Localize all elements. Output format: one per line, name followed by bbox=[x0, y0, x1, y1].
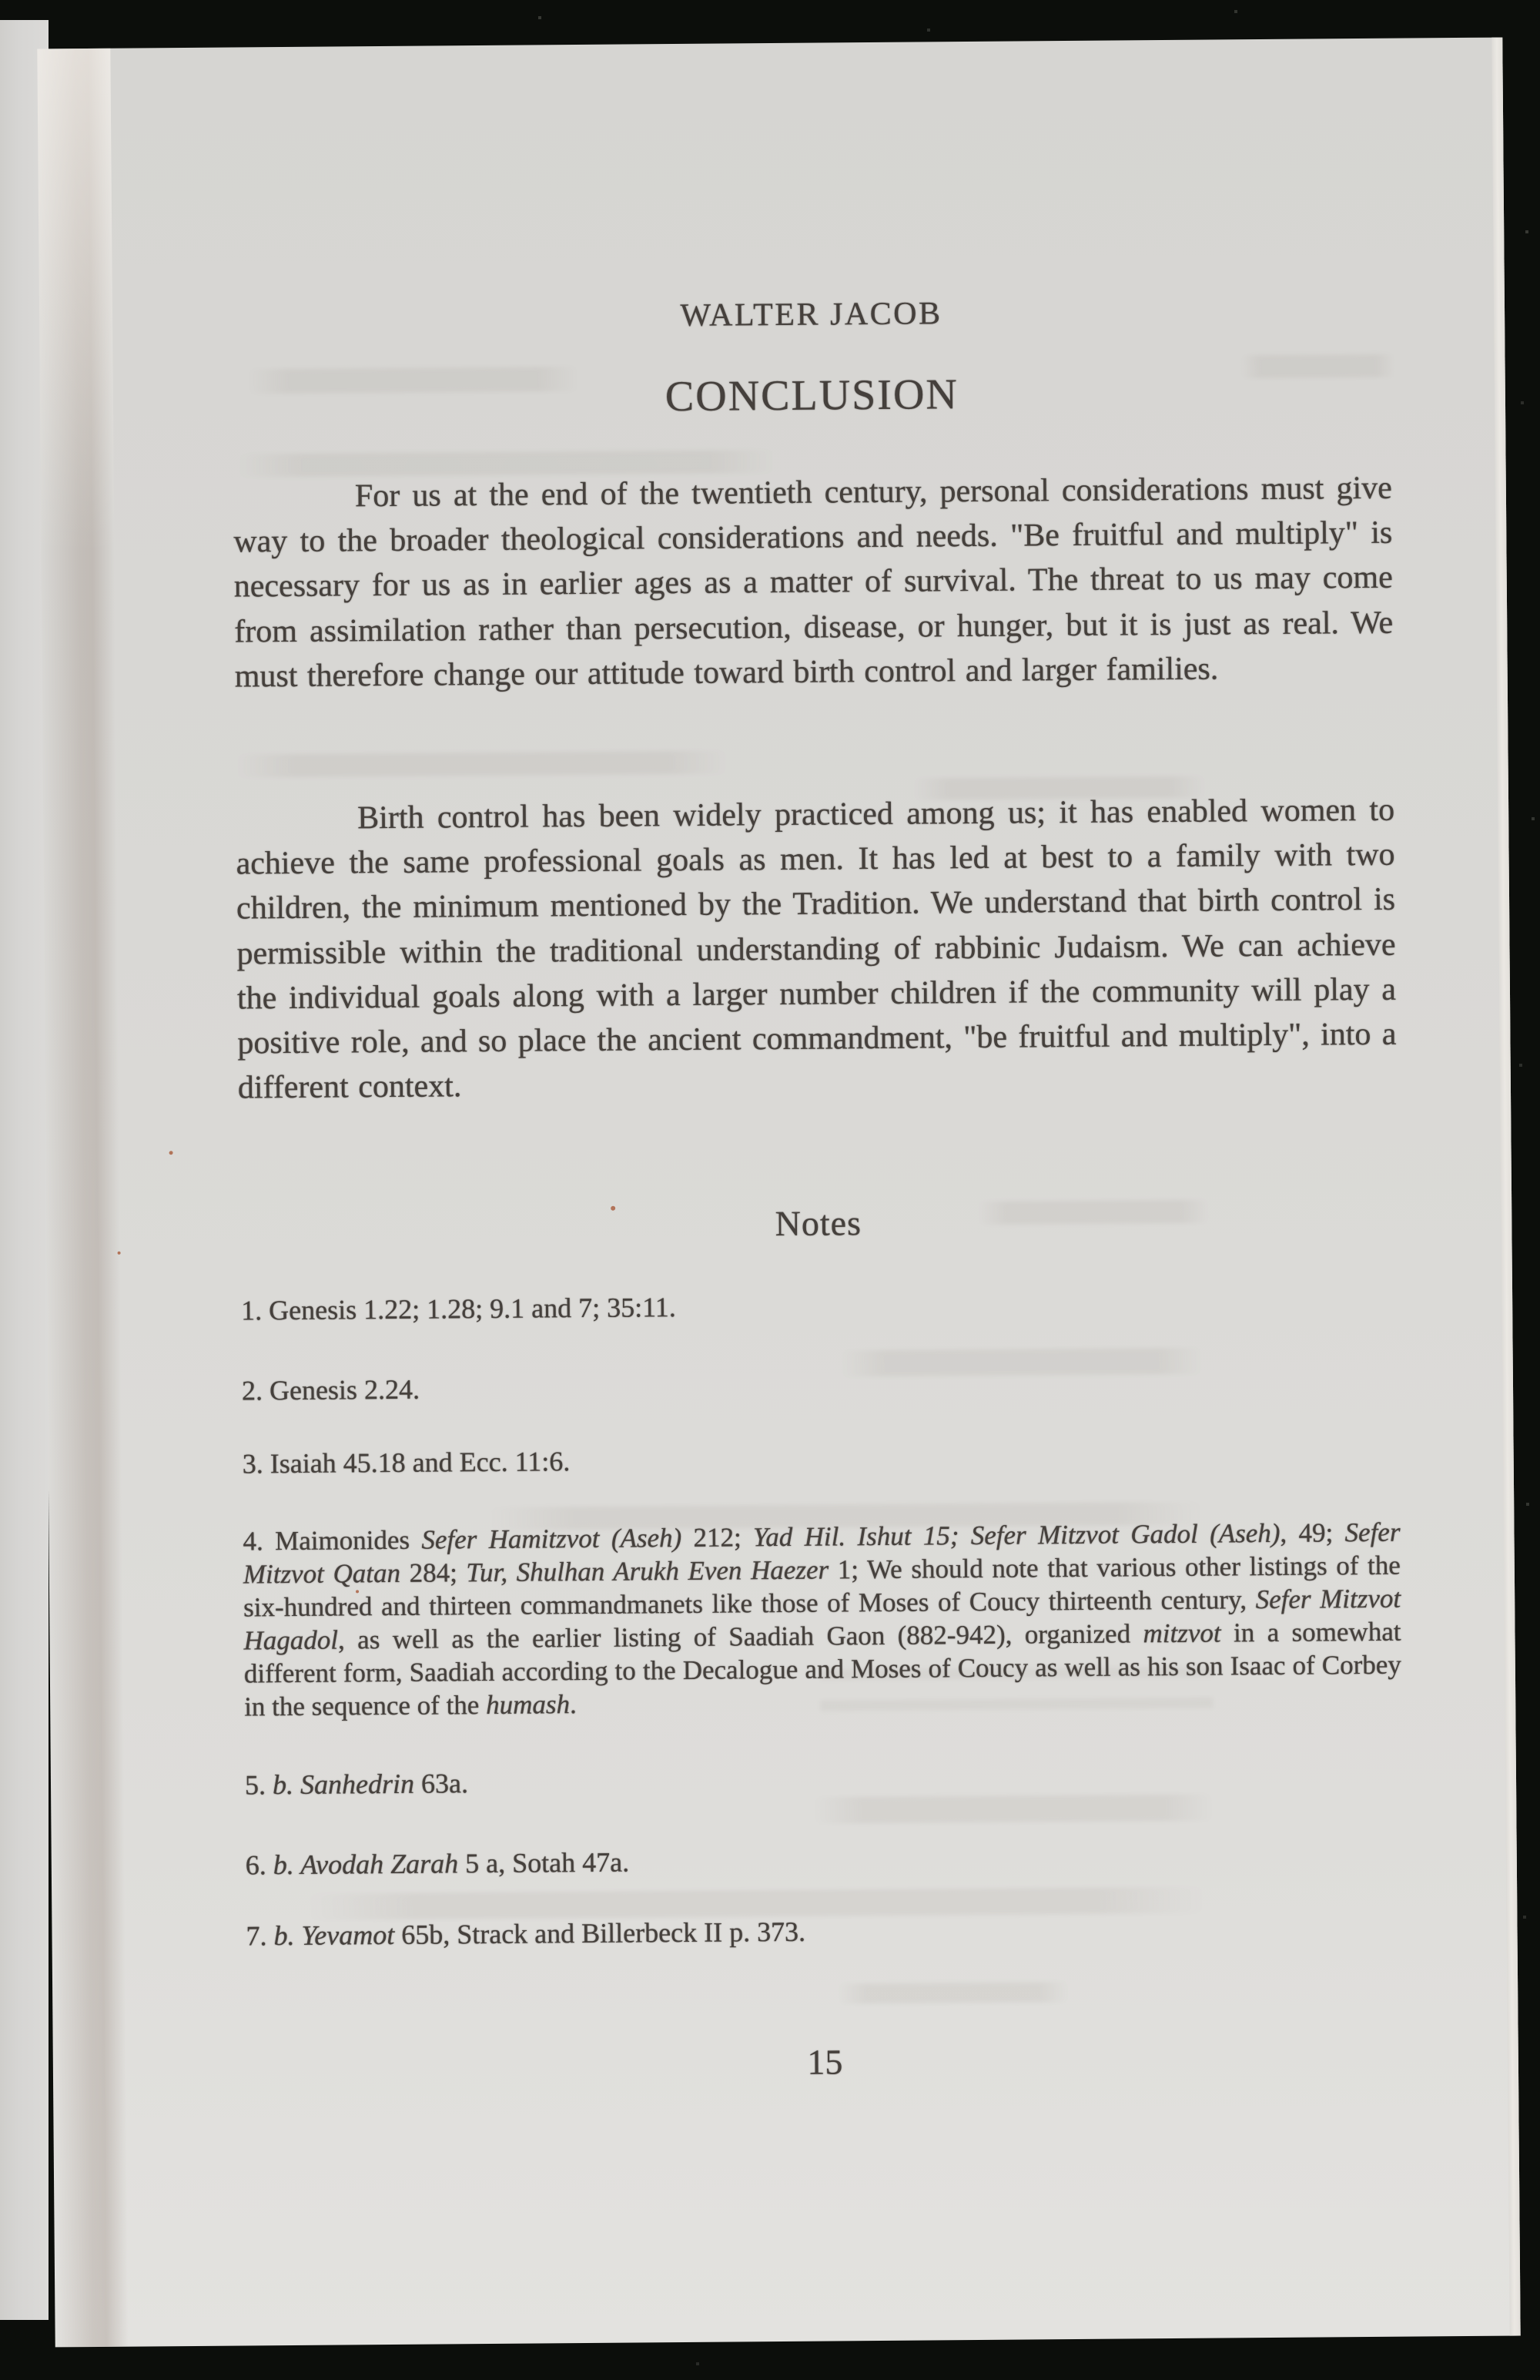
chapter-title: CONCLUSION bbox=[665, 370, 959, 421]
body-paragraph-1: For us at the end of the twentieth century, personal considerations must give way to the broader theological considerations and needs. "Be fruitful and multiply" is necessary for us as in earlier ages as a matter of survival. The threat to us may come from assimilation rather than persecution, disease, or hunger, but it is just as real. We must therefore change our attitude toward birth control and larger families. bbox=[233, 470, 1394, 695]
footnote-5: 5. b. Sanhedrin 63a. bbox=[244, 1768, 469, 1801]
dust-speck bbox=[169, 1151, 173, 1155]
footnote-4: 4. Maimonides Sefer Hamitzvot (Aseh) 212; Yad Hil. Ishut 15; Sefer Mitzvot Gadol (Aseh), 49; Sefer Mitzvot Qatan 284; Tur, Shulhan Arukh Even Haezer 1; We should note that various other listings of the six-hundred and thirteen commandmanets like those of Moses of Coucy thirteenth century, Sefer Mitzvot Hagadol, as well as the earlier listing of Saadiah Gaon (882-942), organized mitzvot in a somewhat different form, Saadiah according to the Decalogue and Moses of Coucy as well as his son Isaac of Corbey in the sequence of the humash. bbox=[243, 1517, 1401, 1722]
gutter-shadow bbox=[37, 49, 128, 2348]
scanner-bed-dust bbox=[0, 0, 2, 2]
dust-speck bbox=[118, 1252, 121, 1255]
running-header: WALTER JACOB bbox=[680, 296, 942, 334]
footnote-3: 3. Isaiah 45.18 and Ecc. 11:6. bbox=[242, 1446, 571, 1480]
scanned-page bbox=[37, 38, 1520, 2348]
footnote-1: 1. Genesis 1.22; 1.28; 9.1 and 7; 35:11. bbox=[241, 1292, 676, 1326]
footnote-7: 7. b. Yevamot 65b, Strack and Billerbeck II p. 373. bbox=[246, 1916, 806, 1952]
bleedthrough-smudge bbox=[838, 1982, 1069, 2003]
body-paragraph-2: Birth control has been widely practiced among us; it has enabled women to achieve the same professional goals as men. It has led at best to a family with two children, the minimum mentioned by the Tradition. We understand that birth control is permissible within the traditional understanding of rabbinic Judaism. We can achieve the individual goals along with a larger number children if the community will play a positive role, and so place the ancient commandment, "be fruitful and multiply", into a different context. bbox=[236, 792, 1397, 1106]
notes-heading: Notes bbox=[775, 1203, 862, 1244]
footnote-6: 6. b. Avodah Zarah 5 a, Sotah 47a. bbox=[245, 1846, 630, 1881]
page-right-edge bbox=[1491, 38, 1520, 2336]
bleedthrough-smudge bbox=[813, 1795, 1214, 1824]
footnote-2: 2. Genesis 2.24. bbox=[241, 1373, 420, 1406]
bleedthrough-smudge bbox=[236, 751, 728, 778]
page-number: 15 bbox=[807, 2042, 843, 2082]
